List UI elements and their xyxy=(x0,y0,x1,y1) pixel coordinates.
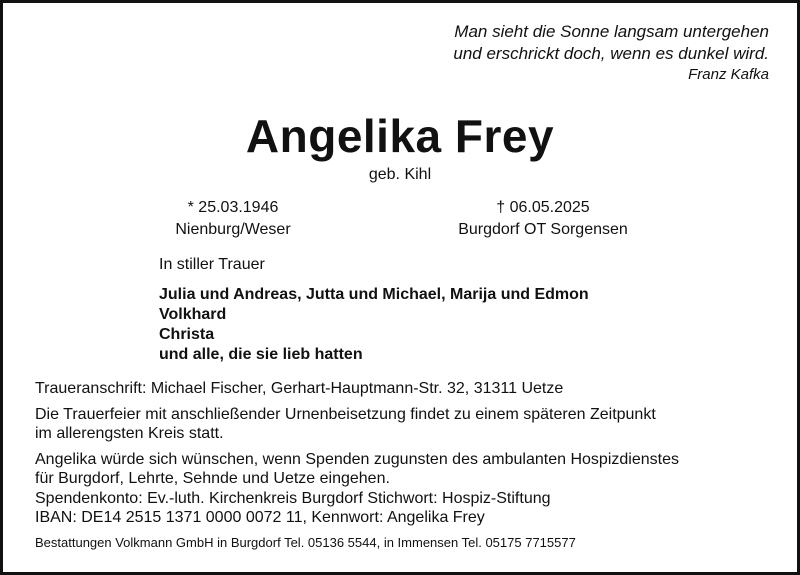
donation-text xyxy=(35,450,785,528)
donation-line: Angelika würde sich wünschen, wenn Spenden zugunsten des ambulanten Hospizdienstes xyxy=(35,450,679,468)
family-line: Julia und Andreas, Jutta und Michael, Marija und Edmon xyxy=(159,286,589,303)
mourning-address: Traueranschrift: Michael Fischer, Gerhart-Hauptmann-Str. 32, 31311 Uetze xyxy=(35,380,564,397)
ceremony-text xyxy=(35,405,785,444)
quote-author: Franz Kafka xyxy=(688,66,769,83)
death-date: † 06.05.2025 xyxy=(496,199,590,216)
death-info xyxy=(433,197,653,241)
birth-date: * 25.03.1946 xyxy=(187,199,279,216)
family-line: Volkhard xyxy=(159,306,227,323)
info-block xyxy=(35,379,785,528)
ceremony-line: im allerengsten Kreis statt. xyxy=(35,425,224,442)
mourning-intro: In stiller Trauer xyxy=(159,256,265,273)
family-line: und alle, die sie lieb hatten xyxy=(159,346,363,363)
deceased-name: Angelika Frey xyxy=(245,110,555,162)
undertaker-footer: Bestattungen Volkmann GmbH in Burgdorf Tel. 05136 5544, in Immensen Tel. 05175 7715577 xyxy=(35,535,576,550)
donation-iban: IBAN: DE14 2515 1371 0000 0072 11, Kennwort: Angelika Frey xyxy=(35,509,485,526)
family-line: Christa xyxy=(159,326,215,343)
quote-line: und erschrickt doch, wenn es dunkel wird. xyxy=(453,44,769,63)
donation-account: Spendenkonto: Ev.-luth. Kirchenkreis Burgdorf Stichwort: Hospiz-Stiftung xyxy=(35,489,551,507)
maiden-name: geb. Kihl xyxy=(368,166,432,183)
ceremony-line: Die Trauerfeier mit anschließender Urnenbeisetzung findet zu einem späteren Zeitpunkt xyxy=(35,405,656,423)
birth-info xyxy=(143,197,323,241)
birth-place: Nienburg/Weser xyxy=(175,221,291,238)
donation-line: für Burgdorf, Lehrte, Sehnde und Uetze eingehen. xyxy=(35,470,390,487)
quote-line: Man sieht die Sonne langsam untergehen xyxy=(454,22,769,41)
epigraph-quote xyxy=(453,21,769,85)
death-place: Burgdorf OT Sorgensen xyxy=(458,221,628,238)
family-list xyxy=(159,285,589,365)
